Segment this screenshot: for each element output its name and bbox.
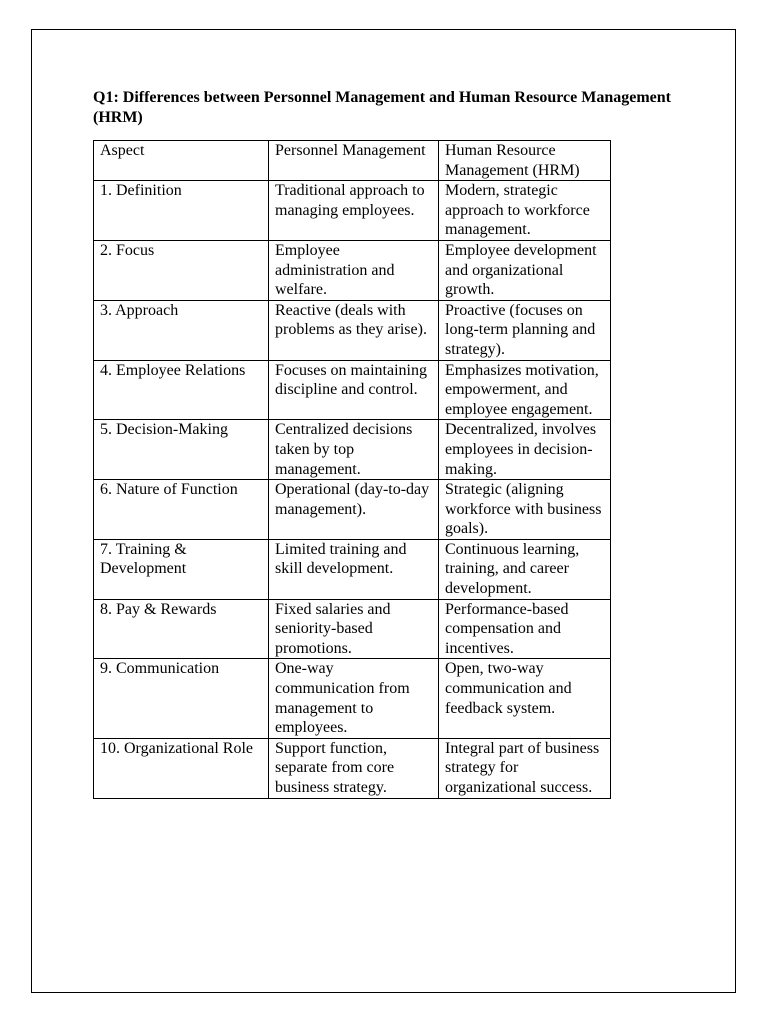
table-row	[94, 599, 611, 659]
aspect-cell: 7. Training & Development	[94, 539, 269, 599]
personnel-management-cell: One-way communication from management to employees.	[269, 659, 439, 738]
hrm-cell: Open, two-way communication and feedback system.	[439, 659, 611, 738]
hrm-cell: Continuous learning, training, and career development.	[439, 539, 611, 599]
table-row	[94, 480, 611, 540]
table-row	[94, 360, 611, 420]
table-row	[94, 240, 611, 300]
personnel-management-cell: Fixed salaries and seniority-based promotions.	[269, 599, 439, 659]
table-row	[94, 539, 611, 599]
aspect-cell: 9. Communication	[94, 659, 269, 738]
hrm-cell: Strategic (aligning workforce with business goals).	[439, 480, 611, 540]
aspect-cell: 3. Approach	[94, 300, 269, 360]
aspect-cell: 6. Nature of Function	[94, 480, 269, 540]
header-aspect: Aspect	[94, 141, 269, 181]
aspect-cell: 4. Employee Relations	[94, 360, 269, 420]
personnel-management-cell: Centralized decisions taken by top management.	[269, 420, 439, 480]
personnel-management-cell: Reactive (deals with problems as they arise).	[269, 300, 439, 360]
hrm-cell: Modern, strategic approach to workforce management.	[439, 181, 611, 241]
aspect-cell: 2. Focus	[94, 240, 269, 300]
hrm-cell: Integral part of business strategy for organizational success.	[439, 738, 611, 798]
table-header-row	[94, 141, 611, 181]
personnel-management-cell: Operational (day-to-day management).	[269, 480, 439, 540]
personnel-management-cell: Support function, separate from core business strategy.	[269, 738, 439, 798]
comparison-table	[93, 140, 611, 799]
table-row	[94, 738, 611, 798]
aspect-cell: 1. Definition	[94, 181, 269, 241]
personnel-management-cell: Traditional approach to managing employees.	[269, 181, 439, 241]
personnel-management-cell: Focuses on maintaining discipline and control.	[269, 360, 439, 420]
hrm-cell: Emphasizes motivation, empowerment, and employee engagement.	[439, 360, 611, 420]
table-row	[94, 181, 611, 241]
header-hrm: Human Resource Management (HRM)	[439, 141, 611, 181]
table-row	[94, 420, 611, 480]
hrm-cell: Proactive (focuses on long-term planning and strategy).	[439, 300, 611, 360]
question-heading: Q1: Differences between Personnel Management and Human Resource Management (HRM)	[93, 89, 671, 126]
personnel-management-cell: Limited training and skill development.	[269, 539, 439, 599]
hrm-cell: Employee development and organizational growth.	[439, 240, 611, 300]
table-row	[94, 300, 611, 360]
hrm-cell: Performance-based compensation and incentives.	[439, 599, 611, 659]
table-row	[94, 659, 611, 738]
header-personnel-management: Personnel Management	[269, 141, 439, 181]
personnel-management-cell: Employee administration and welfare.	[269, 240, 439, 300]
aspect-cell: 8. Pay & Rewards	[94, 599, 269, 659]
hrm-cell: Decentralized, involves employees in decision-making.	[439, 420, 611, 480]
aspect-cell: 5. Decision-Making	[94, 420, 269, 480]
aspect-cell: 10. Organizational Role	[94, 738, 269, 798]
